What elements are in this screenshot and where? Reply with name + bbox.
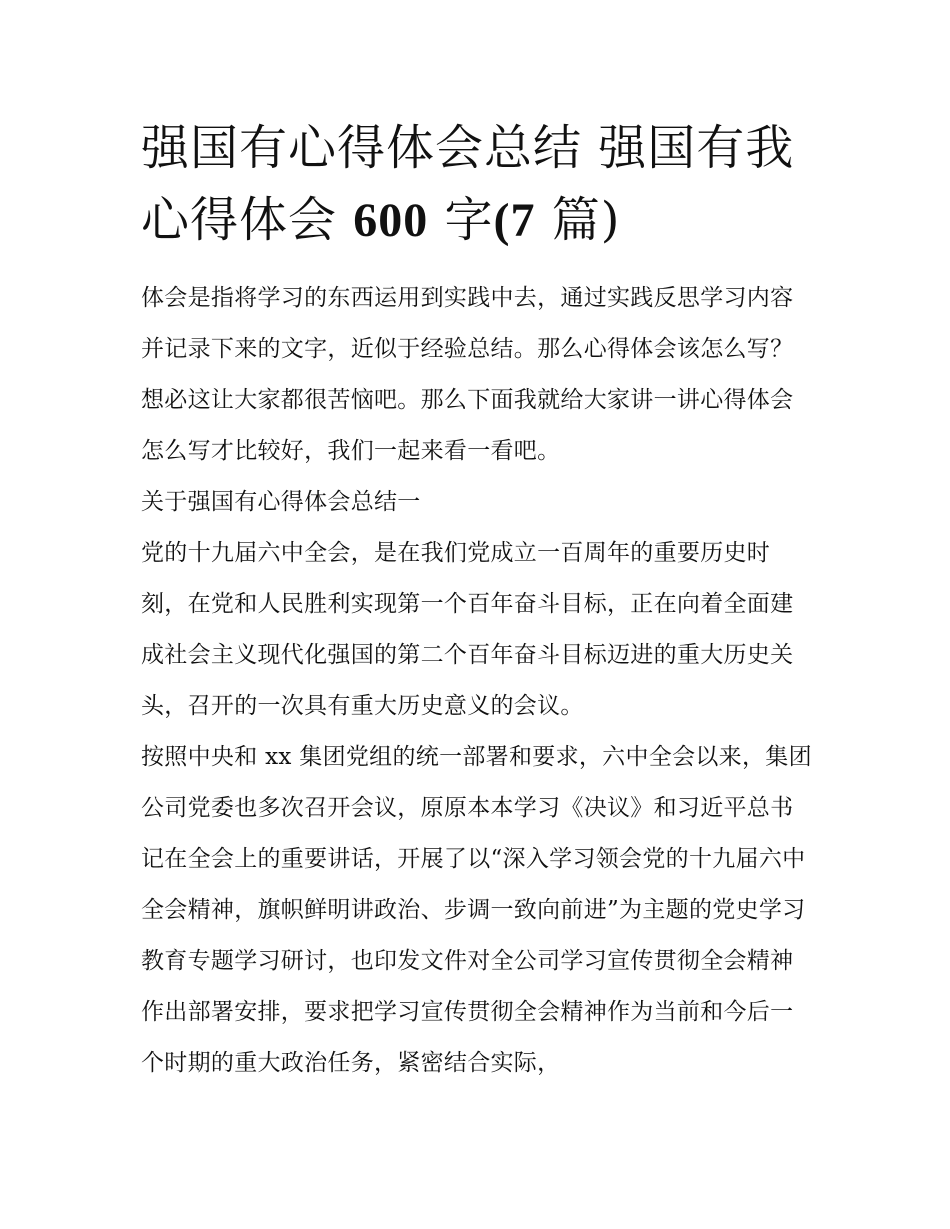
document-title	[141, 112, 813, 257]
title-line-1: 强国有心得体会总结 强国有我	[141, 120, 795, 176]
title-line-2-prefix: 心得体会	[141, 192, 354, 248]
body-paragraph-2: 按照中央和 xx 集团党组的统一部署和要求，六中全会以来，集团公司党委也多次召开会议，原原本本学习《决议》和习近平总书记在全会上的重要讲话，开展了以“深入学习领会党的十九届六中全会精神，旗帜鲜明讲政治、步调一致向前进”为主题的党史学习教育专题学习研讨，也印发文件对全公司学习宣传贯彻全会精神作出部署安排，要求把学习宣传贯彻全会精神作为当前和今后一个时期的重大政治任务，紧密结合实际，	[141, 744, 812, 1076]
title-number: 600	[353, 194, 429, 247]
title-line-2-suffix: 篇)	[535, 192, 621, 248]
title-line-2-mid: 字	[428, 192, 494, 248]
title-count: (7	[493, 194, 536, 247]
document-page	[141, 112, 813, 1089]
intro-paragraph: 体会是指将学习的东西运用到实践中去，通过实践反思学习内容并记录下来的文字，近似于经验总结。那么心得体会该怎么写？想必这让大家都很苦恼吧。那么下面我就给大家讲一讲心得体会怎么写才比较好，我们一起来看一看吧。	[141, 285, 794, 464]
body-paragraph-1: 党的十九届六中全会，是在我们党成立一百周年的重要历史时刻，在党和人民胜利实现第一个百年奋斗目标，正在向着全面建成社会主义现代化强国的第二个百年奋斗目标迈进的重大历史关头，召开的一次具有重大历史意义的会议。	[141, 540, 794, 719]
section-heading: 关于强国有心得体会总结一	[141, 489, 421, 515]
